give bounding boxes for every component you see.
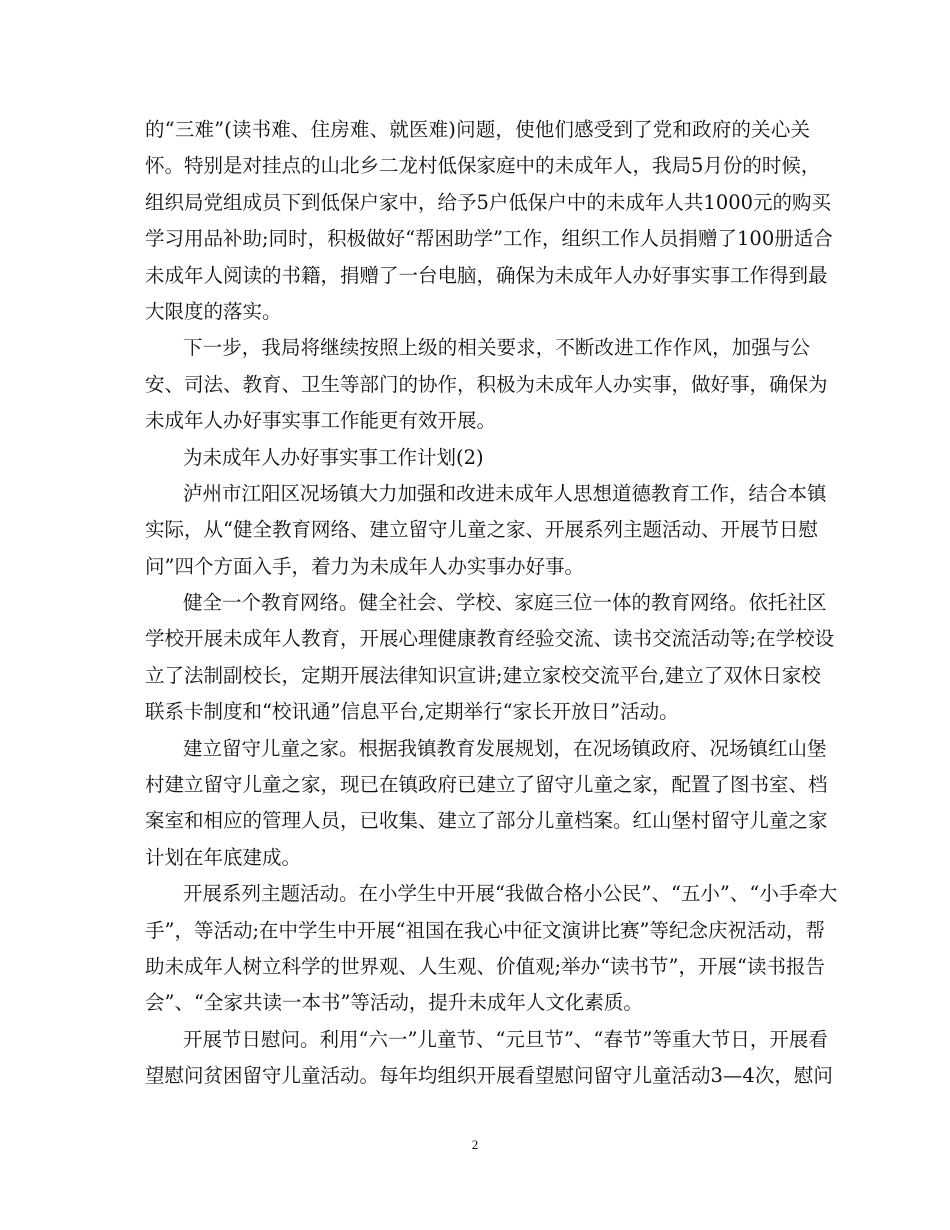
body-text [145, 112, 838, 1095]
section-heading: 为未成年人办好事实事工作计划(2) [183, 445, 484, 469]
text-line: 学校开展未成年人教育，开展心理健康教育经验交流、读书交流活动等;在学校设 [145, 627, 835, 651]
text-line: 安、司法、教育、卫生等部门的协作，积极为未成年人办实事，做好事，确保为 [145, 372, 828, 396]
text-line: 村建立留守儿童之家，现已在镇政府已建立了留守儿童之家，配置了图书室、档 [145, 773, 828, 797]
text-line: 联系卡制度和“校讯通”信息平台,定期举行“家长开放日”活动。 [145, 700, 679, 724]
text-line: 组织局党组成员下到低保户家中，给予5户低保户中的未成年人共1000元的购买 [145, 190, 832, 214]
text-line: 案室和相应的管理人员，已收集、建立了部分儿童档案。红山堡村留守儿童之家 [145, 809, 828, 833]
text-line: 开展系列主题活动。在小学生中开展“我做合格小公民”、“五小”、“小手牵大 [183, 882, 838, 906]
text-line: 未成年人阅读的书籍，捐赠了一台电脑，确保为未成年人办好事实事工作得到最 [145, 263, 828, 287]
text-line: 开展节日慰问。利用“六一”儿童节、“元旦节”、“春节”等重大节日，开展看 [183, 1027, 828, 1051]
text-line: 未成年人办好事实事工作能更有效开展。 [145, 409, 497, 433]
text-line: 立了法制副校长，定期开展法律知识宣讲;建立家校交流平台,建立了双休日家校 [145, 663, 821, 687]
text-line: 会”、“全家共读一本书”等活动，提升未成年人文化素质。 [145, 991, 643, 1015]
text-line: 泸州市江阳区况场镇大力加强和改进未成年人思想道德教育工作，结合本镇 [183, 481, 827, 505]
text-line: 怀。特别是对挂点的山北乡二龙村低保家庭中的未成年人，我局5月份的时候， [145, 154, 821, 178]
text-line: 望慰问贫困留守儿童活动。每年均组织开展看望慰问留守儿童活动3—4次，慰问 [145, 1064, 833, 1088]
text-line: 健全一个教育网络。健全社会、学校、家庭三位一体的教育网络。依托社区 [183, 591, 827, 615]
text-line: 建立留守儿童之家。根据我镇教育发展规划，在况场镇政府、况场镇红山堡 [183, 736, 827, 760]
page-number: 2 [471, 1137, 479, 1152]
text-line: 手”，等活动;在中学生中开展“祖国在我心中征文演讲比赛”等纪念庆祝活动，帮 [145, 918, 825, 942]
text-line: 计划在年底建成。 [145, 845, 302, 869]
text-line: 下一步，我局将继续按照上级的相关要求，不断改进工作作风，加强与公 [183, 336, 810, 360]
text-line: 问”四个方面入手，着力为未成年人办实事办好事。 [145, 554, 584, 578]
text-line: 助未成年人树立科学的世界观、人生观、价值观;举办“读书节”，开展“读书报告 [145, 954, 825, 978]
text-line: 的“三难”(读书难、住房难、就医难)问题，使他们感受到了党和政府的关心关 [145, 118, 810, 141]
text-line: 学习用品补助;同时，积极做好“帮困助学”工作，组织工作人员捐赠了100册适合 [145, 227, 833, 251]
text-line: 大限度的落实。 [145, 299, 282, 323]
text-line: 实际，从“健全教育网络、建立留守儿童之家、开展系列主题活动、开展节日慰 [145, 518, 818, 542]
